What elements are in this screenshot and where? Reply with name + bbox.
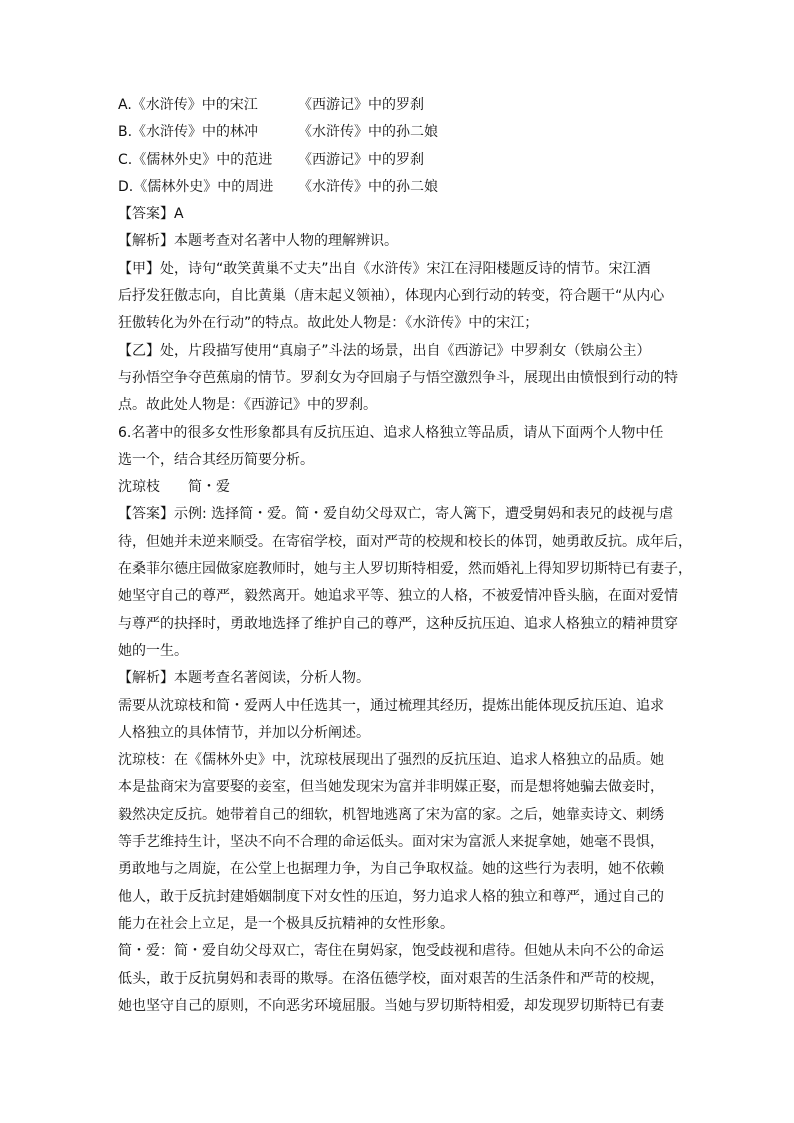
text-line: 与孙悟空争夺芭蕉扇的情节。罗刹女为夺回扇子与悟空激烈争斗，展现出由愤恨到行动的特 [118,369,678,386]
text-line: 点。故此处人物是：《西游记》中的罗刹。 [118,397,377,414]
text-line: 【乙】处，片段描写使用“真扇子”斗法的场景，出自《西游记》中罗刹女（铁扇公主） [118,342,651,359]
text-line: 等手艺维持生计，坚决不向不合理的命运低头。面对宋为富派人来捉拿她，她毫不畏惧， [118,834,664,851]
text-line: 他人，敢于反抗封建婚姻制度下对女性的压迫，努力追求人格的独立和尊严，通过自己的 [118,888,664,905]
text-line: 后抒发狂傲志向，自比黄巢（唐末起义领袖），体现内心到行动的转变，符合题干“从内心 [118,288,665,305]
text-line: 她的一生。 [118,642,188,659]
option-a [118,92,678,119]
option-d-right: 《水浒传》中的孙二娘 [298,178,438,195]
analysis-line: 【解析】本题考查名著阅读，分析人物。 [118,670,370,687]
analysis-line: 【解析】本题考查对名著中人物的理解辨识。 [118,233,398,250]
text-line: 沈琼枝：在《儒林外史》中，沈琼枝展现出了强烈的反抗压迫、追求人格独立的品质。她 [118,752,664,769]
text-line: 勇敢地与之周旋，在公堂上也据理力争，为自己争取权益。她的这些行为表明，她不依赖 [118,861,664,878]
text-line: 毅然决定反抗。她带着自己的细软，机智地逃离了宋为富的家。之后，她靠卖诗文、刺绣 [118,806,664,823]
option-b-left: B.《水浒传》中的林冲 [118,124,259,141]
text-line: 狂傲转化为外在行动”的特点。故此处人物是：《水浒传》中的宋江； [118,315,539,332]
text-line: 本是盐商宋为富要娶的妾室，但当她发现宋为富并非明媒正娶，而是想将她骗去做妾时， [118,779,664,796]
option-a-right: 《西游记》中的罗刹 [298,97,424,113]
option-c-left: C.《儒林外史》中的范进 [118,151,273,168]
answer-line: 【答案】A [118,206,184,223]
question-line: 选一个，结合其经历简要分析。 [118,451,314,468]
option-d [118,174,678,201]
question-line: 6.名著中的很多女性形象都具有反抗压迫、追求人格独立等品质，请从下面两个人物中任 [118,424,664,441]
text-line: 需要从沈琼枝和简・爱两人中任选其一，通过梳理其经历，提炼出能体现反抗压迫、追求 [118,697,664,714]
option-a-left: A.《水浒传》中的宋江 [118,97,258,113]
text-line: 人格独立的具体情节，并加以分析阐述。 [118,724,370,741]
option-c-right: 《西游记》中的罗刹 [298,151,424,168]
option-d-left: D.《儒林外史》中的周进 [118,178,274,195]
text-line: 【甲】处，诗句“敢笑黄巢不丈夫”出自《水浒传》宋江在浔阳楼题反诗的情节。宋江酒 [118,260,651,277]
text-line: 在桑菲尔德庄园做家庭教师时，她与主人罗切斯特相爱，然而婚礼上得知罗切斯特已有妻子， [118,561,692,578]
text-line: 能力在社会上立足，是一个极具反抗精神的女性形象。 [118,915,454,932]
text-line: 与尊严的抉择时，勇敢地选择了维护自己的尊严，这种反抗压迫、追求人格独立的精神贯穿 [118,615,678,632]
text-line: 低头，敢于反抗舅妈和表哥的欺辱。在洛伍德学校，面对艰苦的生活条件和严苛的校规， [118,970,664,987]
text-line: 待，但她并未逆来顺受。在寄宿学校，面对严苛的校规和校长的体罚，她勇敢反抗。成年后， [118,533,692,550]
answer-line: 【答案】示例: 选择简・爱。简・爱自幼父母双亡，寄人篱下，遭受舅妈和表兄的歧视与虐 [118,506,674,523]
character-choices: 沈琼枝 简・爱 [118,479,230,496]
text-line: 简・爱：简・爱自幼父母双亡，寄住在舅妈家，饱受歧视和虐待。但她从未向不公的命运 [118,943,664,960]
text-line: 她也坚守自己的原则，不向恶劣环境屈服。当她与罗切斯特相爱，却发现罗切斯特已有妻 [118,997,664,1014]
option-b [118,119,678,146]
option-b-right: 《水浒传》中的孙二娘 [298,124,438,141]
text-line: 她坚守自己的尊严，毅然离开。她追求平等、独立的人格，不被爱情冲昏头脑，在面对爱情 [118,588,678,605]
document-body [118,92,692,1020]
option-c [118,147,678,174]
